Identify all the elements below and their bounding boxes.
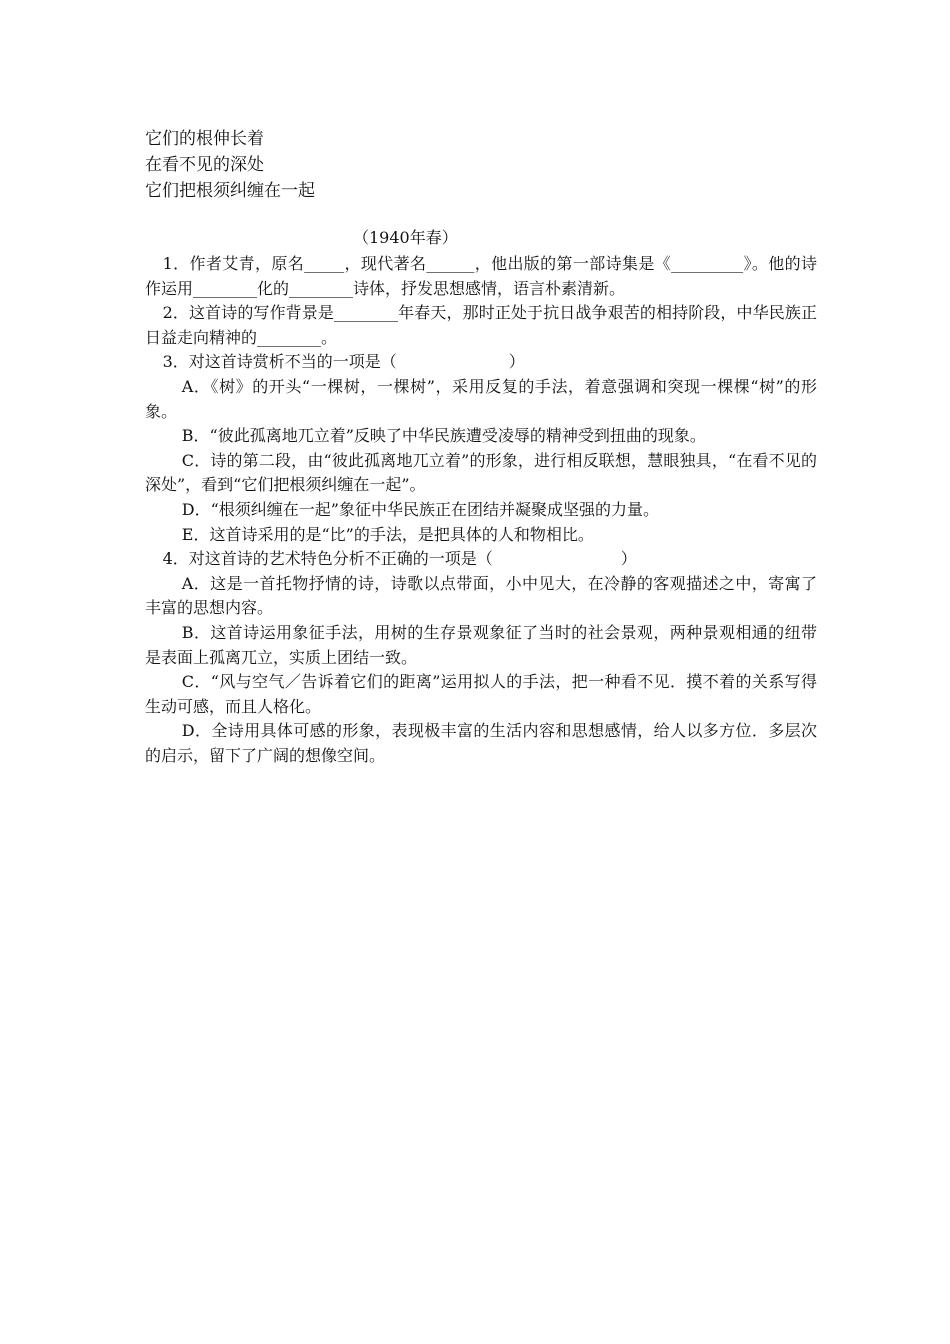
question-3-option-b: B．“彼此孤离地兀立着”反映了中华民族遭受凌辱的精神受到扭曲的现象。 <box>181 426 706 446</box>
poem-date: （1940年春） <box>353 228 458 247</box>
question-2: 2．这首诗的写作背景是________年春天，那时正处于抗日战争艰苦的相持阶段，中华民族正日益走向精神的________。 <box>145 303 817 347</box>
question-3-option-a: A．《树》的开头“一棵树，一棵树”，采用反复的手法，着意强调和突现一棵棵“树”的形象。 <box>145 376 817 421</box>
question-4-stem: 4．对这首诗的艺术特色分析不正确的一项是（ ） <box>162 549 637 569</box>
poem-line: 它们把根须纠缠在一起 <box>145 181 315 201</box>
question-section <box>145 252 817 768</box>
question-3-option-d: D．“根须纠缠在一起”象征中华民族正在团结并凝聚成坚强的力量。 <box>181 499 659 519</box>
question-3-option-e: E．这首诗采用的是“比”的手法，是把具体的人和物相比。 <box>181 524 594 544</box>
question-3-stem: 3．对这首诗赏析不当的一项是（ ） <box>162 352 525 372</box>
question-4-option-a: A．这是一首托物抒情的诗，诗歌以点带面，小中见大，在冷静的客观描述之中，寄寓了丰富的思想内容。 <box>145 573 817 618</box>
question-4-option-c: C．“风与空气／告诉着它们的距离”运用拟人的手法，把一种看不见．摸不着的关系写得生动可感，而且人格化。 <box>145 672 817 716</box>
poem-line: 它们的根伸长着 <box>145 129 264 149</box>
question-3-option-c: C．诗的第二段，由“彼此孤离地兀立着”的形象，进行相反联想，慧眼独具，“在看不见的深处”，看到“它们把根须纠缠在一起”。 <box>145 450 817 495</box>
question-1: 1．作者艾青，原名_____，现代著名______，他出版的第一部诗集是《_________》。他的诗作运用________化的________诗体，抒发思想感情，语言朴素清新。 <box>145 254 817 298</box>
poem-line: 在看不见的深处 <box>145 155 264 175</box>
question-4-option-b: B．这首诗运用象征手法，用树的生存景观象征了当时的社会景观，两种景观相通的纽带是表面上孤离兀立，实质上团结一致。 <box>145 622 817 667</box>
poem-excerpt <box>145 126 315 204</box>
question-4-option-d: D．全诗用具体可感的形象，表现极丰富的生活内容和思想感情，给人以多方位．多层次的启示，留下了广阔的想像空间。 <box>145 721 817 765</box>
